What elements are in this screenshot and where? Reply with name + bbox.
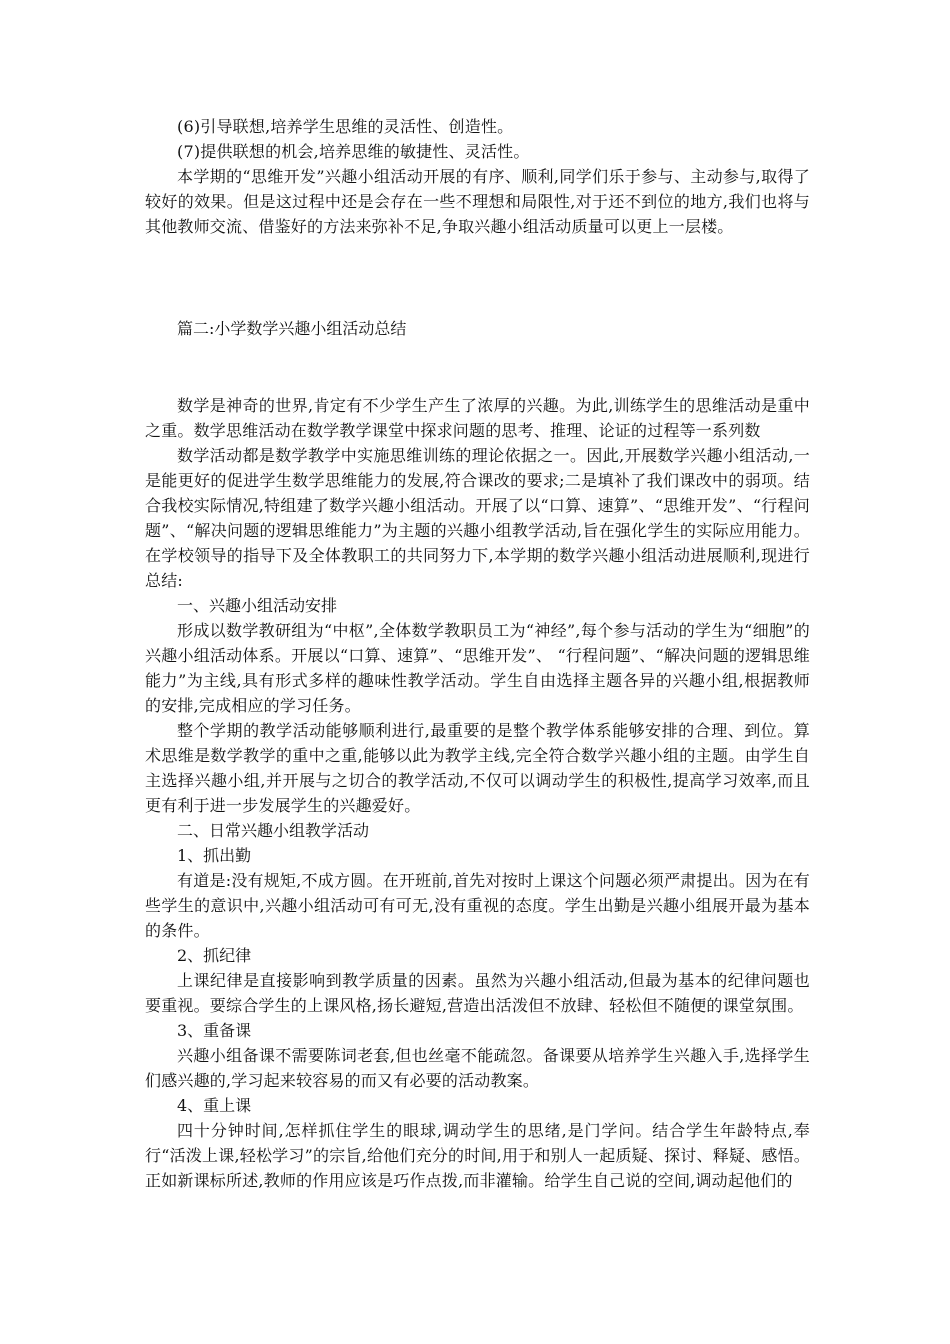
paragraph-section-1-a: 形成以数学教研组为“中枢”,全体数学教职员工为“神经”,每个参与活动的学生为“细胞”的兴趣小组活动体系。开展以“口算、速算”、“思维开发”、 “行程问题”、“解决问题的逻辑思维能力”为主线,具有形式多样的趣味性教学活动。学生自由选择主题各异的兴趣小组,根据教师的安排,完成相应的学习任务。 — [145, 621, 810, 715]
subheading-teaching: 4、重上课 — [177, 1096, 252, 1115]
subheading-attendance: 1、抓出勤 — [177, 846, 252, 865]
paragraph-item-6: (6)引导联想,培养学生思维的灵活性、创造性。 — [177, 117, 514, 136]
subheading-lesson-prep: 3、重备课 — [177, 1021, 252, 1040]
paragraph-intro-1: 数学是神奇的世界,肯定有不少学生产生了浓厚的兴趣。为此,训练学生的思维活动是重中之重。数学思维活动在数学教学课堂中探求问题的思考、推理、论证的过程等一系列数 — [145, 396, 810, 440]
paragraph-teaching: 四十分钟时间,怎样抓住学生的眼球,调动学生的思绪,是门学问。结合学生年龄特点,奉行“活泼上课,轻松学习”的宗旨,给他们充分的时间,用于和别人一起质疑、探讨、释疑、感悟。正如新课标所述,教师的作用应该是巧作点拨,而非灌输。给学生自己说的空间,调动起他们的 — [145, 1121, 810, 1190]
paragraph-lesson-prep: 兴趣小组备课不需要陈词老套,但也丝毫不能疏忽。备课要从培养学生兴趣入手,选择学生们感兴趣的,学习起来较容易的而又有必要的活动教案。 — [145, 1046, 810, 1090]
heading-section-2: 二、日常兴趣小组教学活动 — [177, 821, 370, 840]
document-page — [145, 114, 810, 1193]
paragraph-summary: 本学期的“思维开发”兴趣小组活动开展的有序、顺利,同学们乐于参与、主动参与,取得了较好的效果。但是这过程中还是会存在一些不理想和局限性,对于还不到位的地方,我们也将与其他教师交流、借鉴好的方法来弥补不足,争取兴趣小组活动质量可以更上一层楼。 — [145, 167, 810, 236]
heading-section-1: 一、兴趣小组活动安排 — [177, 596, 338, 615]
section-title: 篇二:小学数学兴趣小组活动总结 — [177, 319, 407, 338]
subheading-discipline: 2、抓纪律 — [177, 946, 252, 965]
paragraph-item-7: (7)提供联想的机会,培养思维的敏捷性、灵活性。 — [177, 142, 530, 161]
paragraph-section-1-b: 整个学期的教学活动能够顺利进行,最重要的是整个教学体系能够安排的合理、到位。算术思维是数学教学的重中之重,能够以此为教学主线,完全符合数学兴趣小组的主题。由学生自主选择兴趣小组,并开展与之切合的教学活动,不仅可以调动学生的积极性,提高学习效率,而且更有利于进一步发展学生的兴趣爱好。 — [145, 721, 810, 815]
paragraph-intro-2: 数学活动都是数学教学中实施思维训练的理论依据之一。因此,开展数学兴趣小组活动,一是能更好的促进学生数学思维能力的发展,符合课改的要求;二是填补了我们课改中的弱项。结合我校实际情况,特组建了数学兴趣小组活动。开展了以“口算、速算”、“思维开发”、“行程问题”、“解决问题的逻辑思维能力”为主题的兴趣小组教学活动,旨在强化学生的实际应用能力。在学校领导的指导下及全体教职工的共同努力下,本学期的数学兴趣小组活动进展顺利,现进行总结: — [145, 446, 810, 590]
spacer — [145, 239, 810, 316]
paragraph-discipline: 上课纪律是直接影响到教学质量的因素。虽然为兴趣小组活动,但最为基本的纪律问题也要重视。要综合学生的上课风格,扬长避短,营造出活泼但不放肆、轻松但不随便的课堂氛围。 — [145, 971, 810, 1015]
paragraph-attendance: 有道是:没有规矩,不成方圆。在开班前,首先对按时上课这个问题必须严肃提出。因为在有些学生的意识中,兴趣小组活动可有可无,没有重视的态度。学生出勤是兴趣小组展开最为基本的条件。 — [145, 871, 810, 940]
spacer — [145, 341, 810, 393]
